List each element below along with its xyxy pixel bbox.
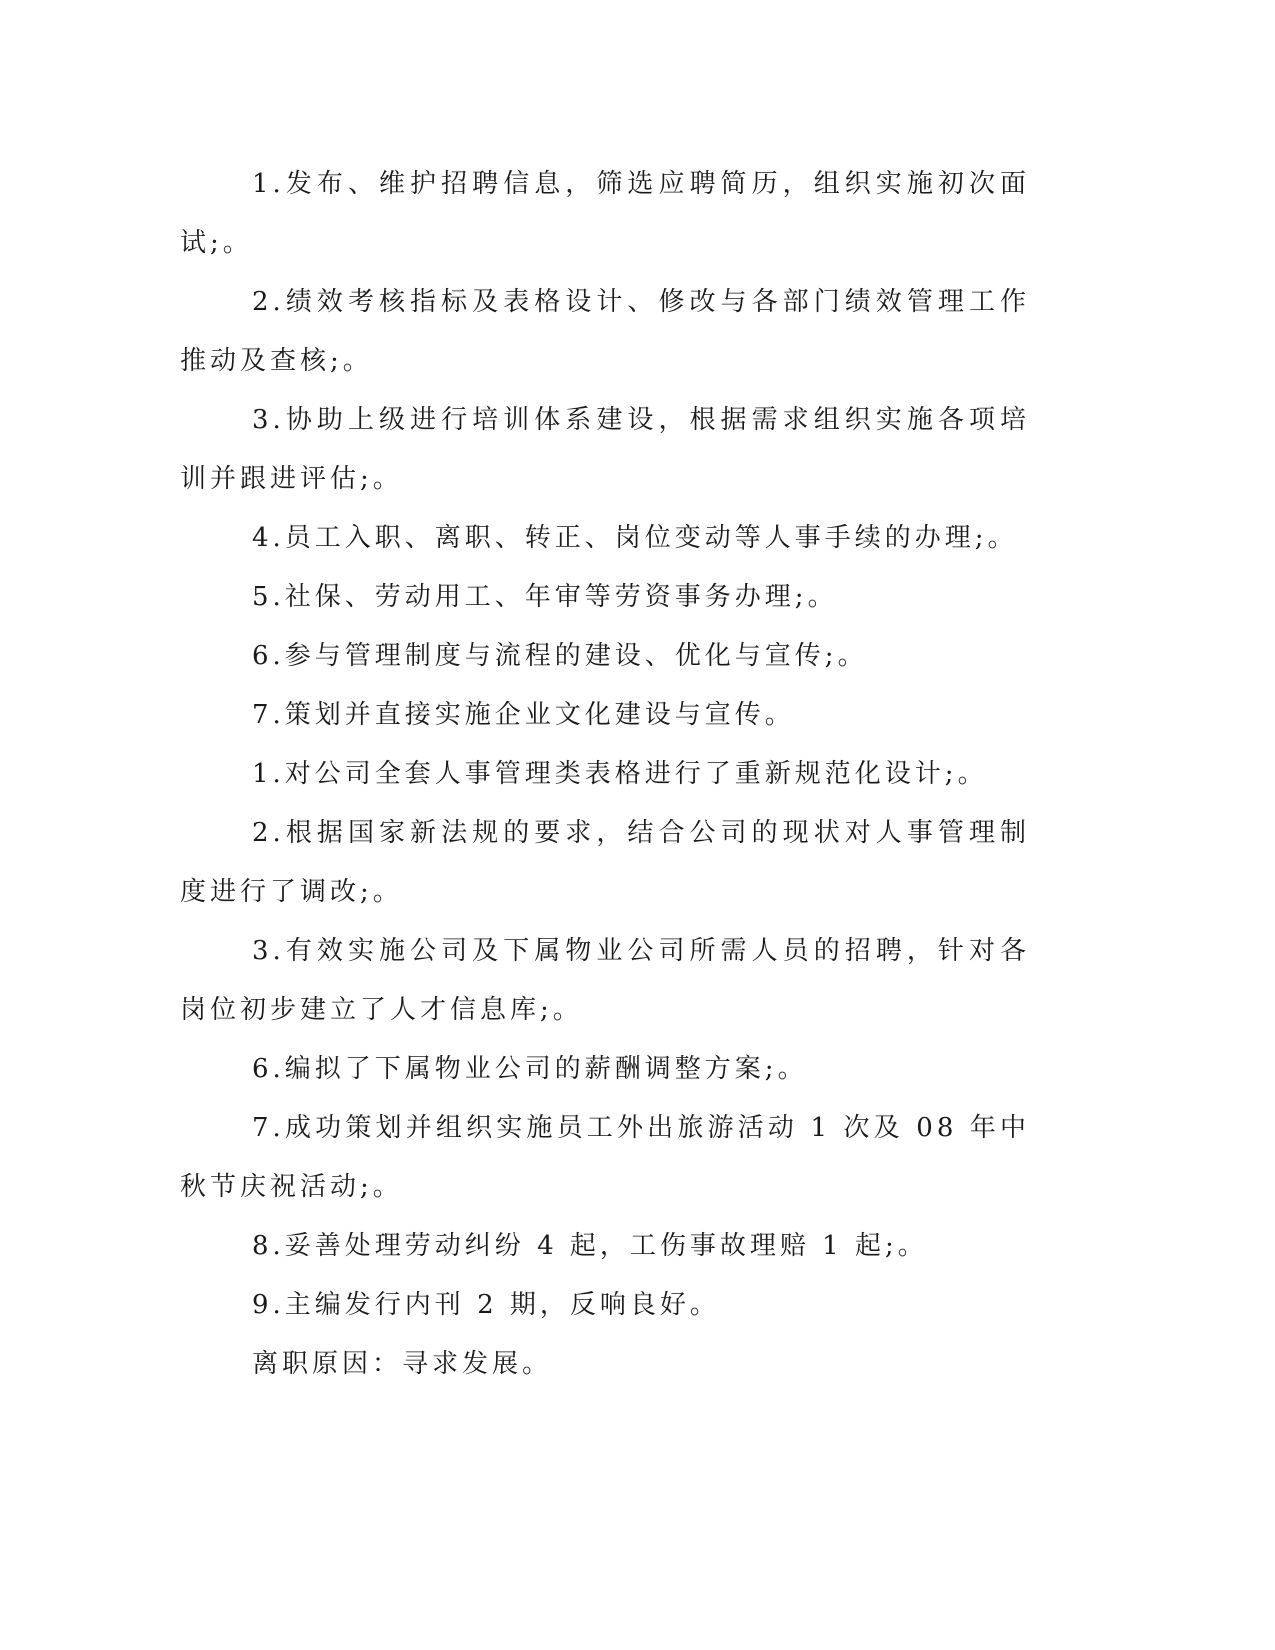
achievement-item-1: 1.对公司全套人事管理类表格进行了重新规范化设计;。 [252,759,988,789]
achievement-item-7: 7.成功策划并组织实施员工外出旅游活动 1 次及 08 年中秋节庆祝活动;。 [180,1113,1030,1202]
achievement-item-6: 6.编拟了下属物业公司的薪酬调整方案;。 [252,1054,808,1084]
leaving-reason: 离职原因：寻求发展。 [252,1349,553,1379]
duty-item-5: 5.社保、劳动用工、年审等劳资事务办理;。 [252,582,838,612]
achievement-item-2: 2.根据国家新法规的要求，结合公司的现状对人事管理制度进行了调改;。 [180,818,1030,907]
duty-item-4: 4.员工入职、离职、转正、岗位变动等人事手续的办理;。 [252,523,1018,553]
duty-item-3: 3.协助上级进行培训体系建设，根据需求组织实施各项培训并跟进评估;。 [180,405,1030,494]
achievement-item-8: 8.妥善处理劳动纠纷 4 起，工伤事故理赔 1 起;。 [252,1231,928,1261]
duty-item-6: 6.参与管理制度与流程的建设、优化与宣传;。 [252,641,868,671]
achievement-item-3: 3.有效实施公司及下属物业公司所需人员的招聘，针对各岗位初步建立了人才信息库;。 [180,936,1030,1025]
duty-item-7: 7.策划并直接实施企业文化建设与宣传。 [252,700,795,730]
achievement-item-9: 9.主编发行内刊 2 期，反响良好。 [252,1290,720,1320]
duty-item-2: 2.绩效考核指标及表格设计、修改与各部门绩效管理工作推动及查核;。 [180,287,1030,376]
duty-item-1: 1.发布、维护招聘信息，筛选应聘简历，组织实施初次面试;。 [180,169,1030,258]
document-body [180,155,1030,1394]
